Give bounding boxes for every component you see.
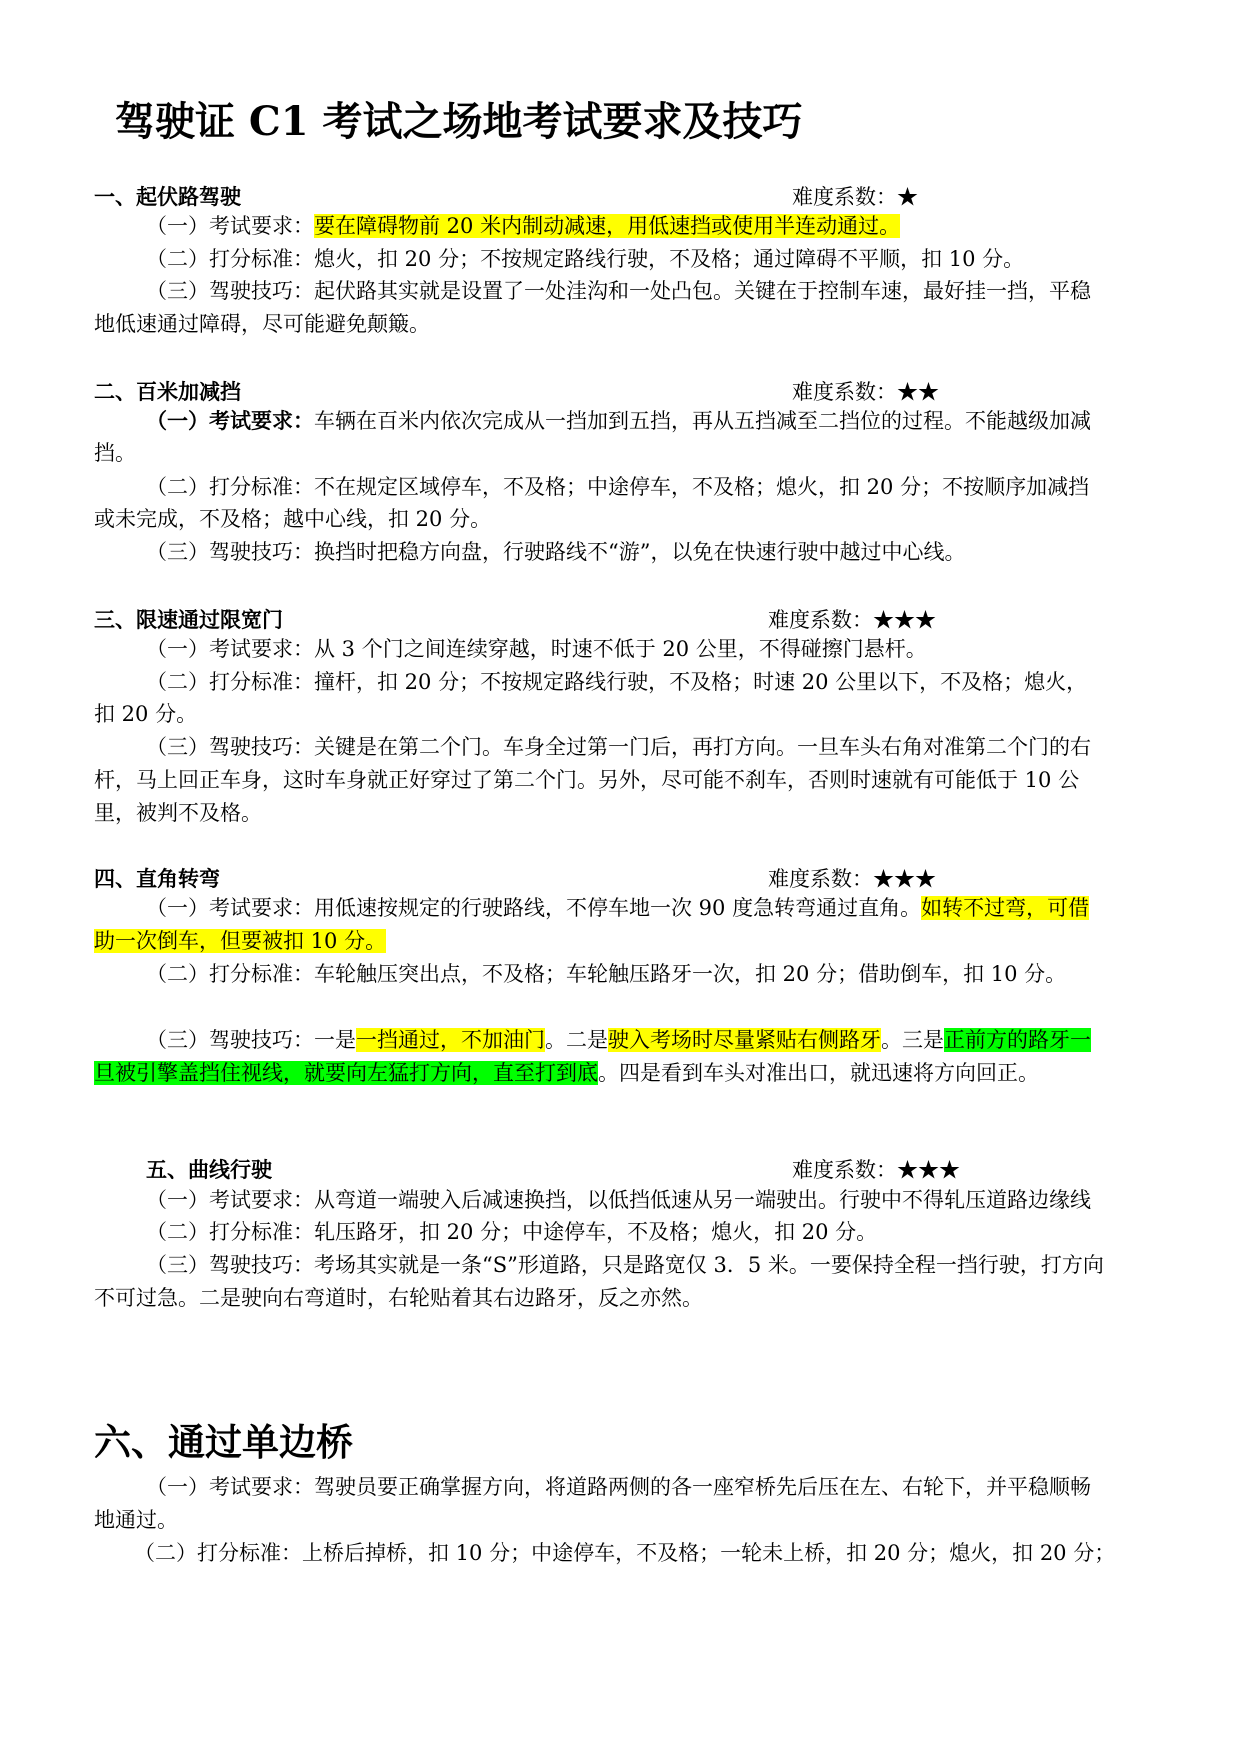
section-5-requirement: （一）考试要求：从弯道一端驶入后减速换挡，以低挡低速从另一端驶出。行驶中不得轧压道路边缘线 (146, 1188, 1091, 1212)
skill-text: （三）驾驶技巧：一是 (146, 1028, 356, 1052)
requirement-text: （一）考试要求：用低速按规定的行驶路线，不停车地一次 90 度急转弯通过直角。 (146, 896, 922, 920)
section-4-difficulty (768, 863, 936, 893)
difficulty-stars: ★★★ (873, 867, 936, 891)
difficulty-label: 难度系数： (768, 867, 873, 891)
section-3-heading: 三、限速通过限宽门 (94, 607, 283, 632)
difficulty-stars: ★ (897, 185, 918, 209)
section-3-requirement: （一）考试要求：从 3 个门之间连续穿越，时速不低于 20 公里，不得碰擦门悬杆。 (146, 637, 927, 661)
highlighted-text: 驶入考场时尽量紧贴右侧路牙 (608, 1028, 881, 1052)
highlighted-text: 一挡通过，不加油门 (356, 1028, 545, 1052)
requirement-label: （一）考试要求： (146, 214, 314, 238)
section-1-heading: 一、起伏路驾驶 (94, 184, 241, 209)
document-title: 驾驶证 C1 考试之场地考试要求及技巧 (115, 98, 803, 145)
highlighted-text: 助一次倒车，但要被扣 10 分。 (94, 929, 387, 953)
section-4-requirement-line-1 (146, 892, 1089, 924)
difficulty-label: 难度系数： (792, 1158, 897, 1182)
skill-text: 。三是 (881, 1028, 944, 1052)
section-1-difficulty (792, 181, 918, 211)
section-4-skill-line-2 (94, 1057, 1039, 1089)
section-6-requirement-line-1: （一）考试要求：驾驶员要正确掌握方向，将道路两侧的各一座窄桥先后压在左、右轮下，并平稳顺畅 (146, 1475, 1091, 1499)
section-5-difficulty (792, 1154, 960, 1184)
section-2-scoring-line-2: 或未完成，不及格；越中心线，扣 20 分。 (94, 507, 492, 531)
green-highlighted-text: 旦被引擎盖挡住视线，就要向左猛打方向，直至打到底 (94, 1061, 598, 1085)
requirement-label: （一）考试要求： (146, 408, 314, 433)
section-3-scoring-line-2: 扣 20 分。 (94, 702, 198, 726)
section-1-skill-line-1: （三）驾驶技巧：起伏路其实就是设置了一处洼沟和一处凸包。关键在于控制车速，最好挂一挡，平稳 (146, 279, 1091, 303)
highlighted-text: 要在障碍物前 20 米内制动减速，用低速挡或使用半连动通过。 (314, 214, 901, 238)
difficulty-label: 难度系数： (792, 185, 897, 209)
difficulty-stars: ★★★ (873, 608, 936, 632)
section-3-skill-line-2: 杆，马上回正车身，这时车身就正好穿过了第二个门。另外，尽可能不刹车，否则时速就有可能低于 10 公 (94, 768, 1080, 792)
skill-text: 。四是看到车头对准出口，就迅速将方向回正。 (598, 1061, 1039, 1085)
section-5-heading: 五、曲线行驶 (146, 1157, 272, 1182)
difficulty-stars: ★★★ (897, 1158, 960, 1182)
section-6-scoring: （二）打分标准：上桥后掉桥，扣 10 分；中途停车，不及格；一轮未上桥，扣 20 分；熄火，扣 20 分； (134, 1541, 1116, 1565)
skill-text: 。二是 (545, 1028, 608, 1052)
section-2-requirement-line-1 (146, 405, 1091, 437)
highlighted-text: 如转不过弯，可借 (921, 896, 1090, 920)
section-2-difficulty (792, 376, 939, 406)
section-5-skill-line-2: 不可过急。二是驶向右弯道时，右轮贴着其右边路牙，反之亦然。 (94, 1286, 703, 1310)
section-3-scoring-line-1: （二）打分标准：撞杆，扣 20 分；不按规定路线行驶，不及格；时速 20 公里以下，不及格；熄火， (146, 670, 1088, 694)
difficulty-stars: ★★ (897, 380, 939, 404)
section-4-requirement-line-2 (94, 925, 386, 957)
section-4-skill-line-1 (146, 1024, 1091, 1056)
requirement-text: 车辆在百米内依次完成从一挡加到五挡，再从五挡减至二挡位的过程。不能越级加减 (314, 409, 1091, 433)
green-highlighted-text: 正前方的路牙一 (944, 1028, 1091, 1052)
section-1-skill-line-2: 地低速通过障碍，尽可能避免颠簸。 (94, 312, 430, 336)
section-3-difficulty (768, 604, 936, 634)
section-1-requirement (146, 210, 900, 242)
section-1-scoring: （二）打分标准：熄火，扣 20 分；不按规定路线行驶，不及格；通过障碍不平顺，扣 10 分。 (146, 247, 1025, 271)
section-2-skill: （三）驾驶技巧：换挡时把稳方向盘，行驶路线不“游”，以免在快速行驶中越过中心线。 (146, 540, 966, 564)
section-6-requirement-line-2: 地通过。 (94, 1508, 178, 1532)
section-5-skill-line-1: （三）驾驶技巧：考场其实就是一条“S”形道路，只是路宽仅 3．5 米。一要保持全程一挡行驶，打方向 (146, 1253, 1104, 1277)
section-4-heading: 四、直角转弯 (94, 866, 220, 891)
difficulty-label: 难度系数： (792, 380, 897, 404)
section-3-skill-line-3: 里，被判不及格。 (94, 801, 262, 825)
section-2-scoring-line-1: （二）打分标准：不在规定区域停车，不及格；中途停车，不及格；熄火，扣 20 分；不按顺序加减挡 (146, 475, 1090, 499)
section-4-scoring: （二）打分标准：车轮触压突出点，不及格；车轮触压路牙一次，扣 20 分；借助倒车，扣 10 分。 (146, 962, 1067, 986)
section-5-scoring: （二）打分标准：轧压路牙，扣 20 分；中途停车，不及格；熄火，扣 20 分。 (146, 1220, 878, 1244)
section-6-heading: 六、通过单边桥 (94, 1420, 353, 1464)
section-2-requirement-line-2: 挡。 (94, 441, 136, 465)
section-3-skill-line-1: （三）驾驶技巧：关键是在第二个门。车身全过第一门后，再打方向。一旦车头右角对准第二个门的右 (146, 735, 1091, 759)
difficulty-label: 难度系数： (768, 608, 873, 632)
section-2-heading: 二、百米加减挡 (94, 379, 241, 404)
